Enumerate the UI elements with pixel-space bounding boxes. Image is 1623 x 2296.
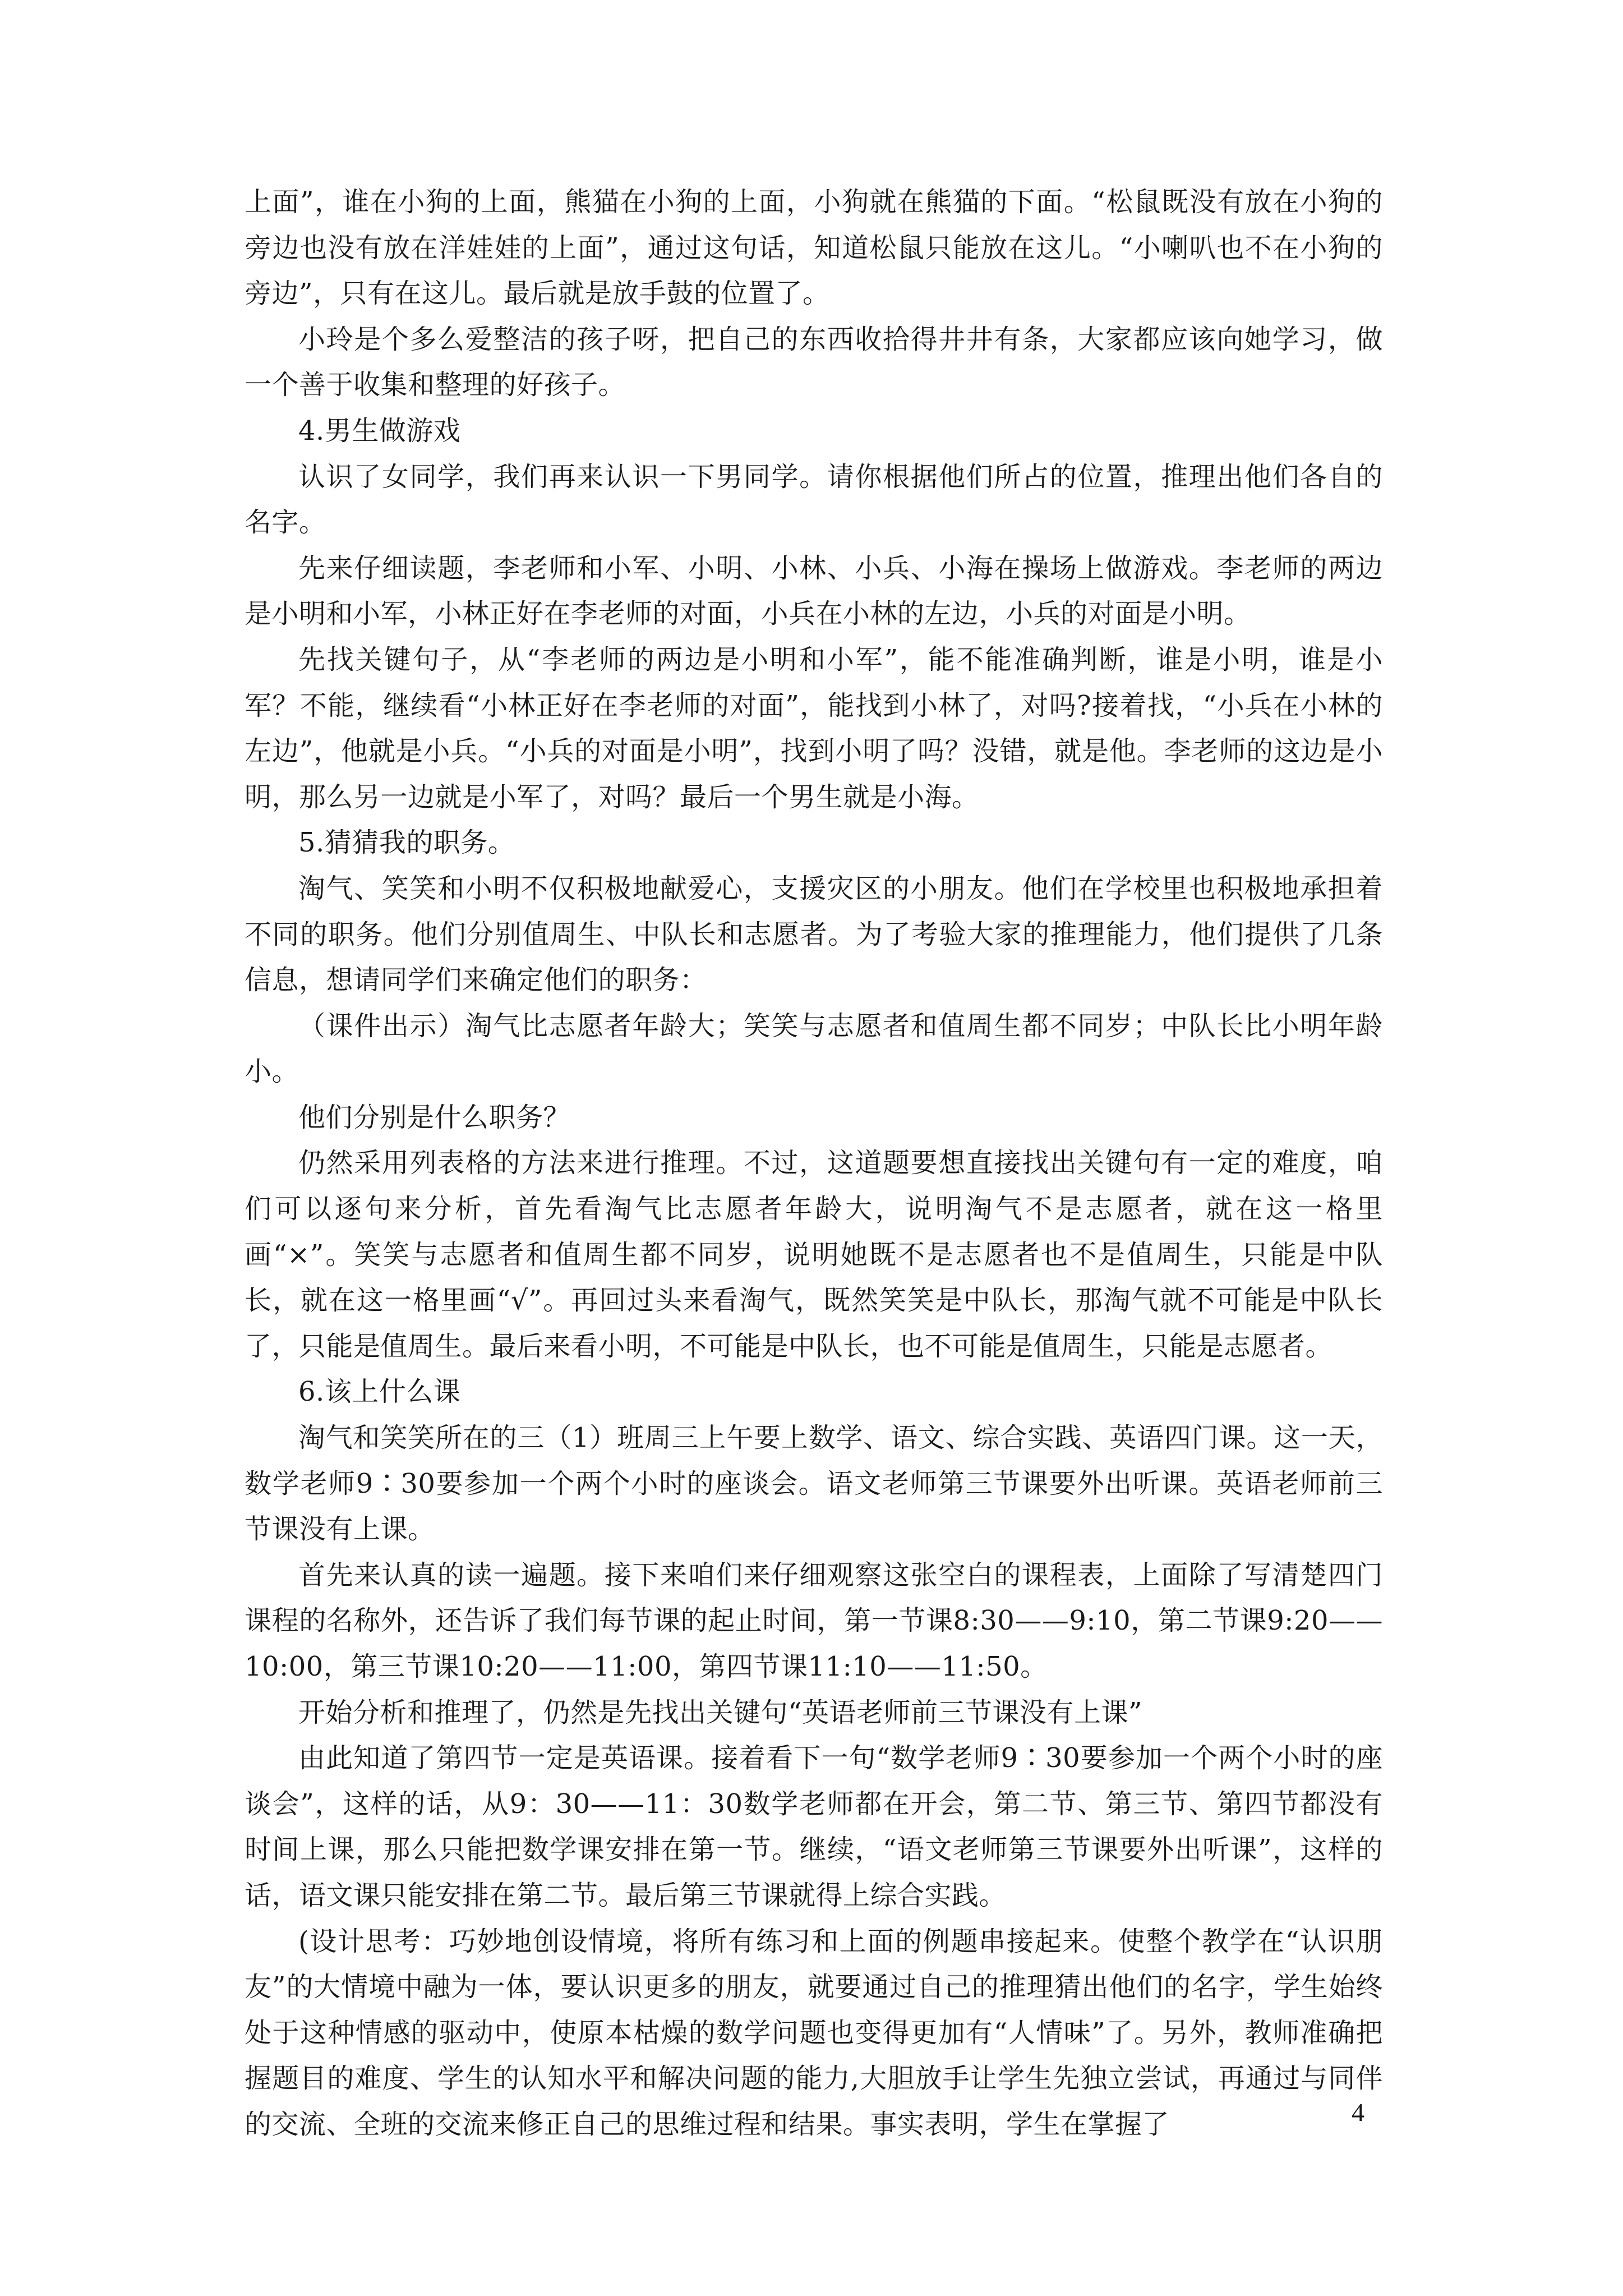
paragraph-roles-clues: （课件出示）淘气比志愿者年龄大；笑笑与志愿者和值周生都不同岁；中队长比小明年龄小。 — [245, 1010, 1383, 1088]
section-heading-guess-role: 5.猜猜我的职务。 — [298, 827, 515, 859]
paragraph-schedule-problem: 淘气和笑笑所在的三（1）班周三上午要上数学、语文、综合实践、英语四门课。这一天，数学老师9∶30要参加一个两个小时的座谈会。语文老师第三节课要外出听课。英语老师前三节课没有上课。 — [245, 1422, 1383, 1545]
paragraph-roles-intro: 淘气、笑笑和小明不仅积极地献爱心，支援灾区的小朋友。他们在学校里也积极地承担着不同的职务。他们分别值周生、中队长和志愿者。为了考验大家的推理能力，他们提供了几条信息，想请同学们来确定他们的职务： — [245, 872, 1383, 996]
paragraph-continuation-toy-positions: 上面”，谁在小狗的上面，熊猫在小狗的上面，小狗就在熊猫的下面。“松鼠既没有放在小狗的旁边也没有放在洋娃娃的上面”，通过这句话，知道松鼠只能放在这儿。“小喇叭也不在小狗的旁边”，只有在这儿。最后就是放手鼓的位置了。 — [245, 186, 1383, 310]
page-number: 4 — [1352, 2098, 1364, 2127]
paragraph-design-thinking: (设计思考：巧妙地创设情境，将所有练习和上面的例题串接起来。使整个教学在“认识朋友”的大情境中融为一体，要认识更多的朋友，就要通过自己的推理猜出他们的名字，学生始终处于这种情感的驱动中，使原本枯燥的数学问题也变得更加有“人情味”了。另外，教师准确把握题目的难度、学生的认知水平和解决问题的能力,大胆放手让学生先独立尝试，再通过与同伴的交流、全班的交流来修正自己的思维过程和结果。事实表明，学生在掌握了 — [245, 1925, 1383, 2140]
section-heading-which-class: 6.该上什么课 — [298, 1376, 461, 1408]
paragraph-boys-intro: 认识了女同学，我们再来认识一下男同学。请你根据他们所占的位置，推理出他们各自的名字。 — [245, 461, 1383, 539]
paragraph-schedule-reasoning: 由此知道了第四节一定是英语课。接着看下一句“数学老师9∶30要参加一个两个小时的座谈会”，这样的话，从9：30——11：30数学老师都在开会，第二节、第三节、第四节都没有时间上课，那么只能把数学课安排在第一节。继续，“语文老师第三节课要外出听课”，这样的话，语文课只能安排在第二节。最后第三节课就得上综合实践。 — [245, 1742, 1383, 1911]
paragraph-schedule-key-sentence: 开始分析和推理了，仍然是先找出关键句“英语老师前三节课没有上课” — [298, 1696, 1143, 1728]
paragraph-roles-question: 他们分别是什么职务？ — [298, 1101, 571, 1133]
page-body — [245, 180, 1383, 2148]
section-heading-boys-game: 4.男生做游戏 — [298, 415, 461, 447]
paragraph-schedule-timetable: 首先来认真的读一遍题。接下来咱们来仔细观察这张空白的课程表，上面除了写清楚四门课程的名称外，还告诉了我们每节课的起止时间，第一节课8:30——9:10，第二节课9:20——10:00，第三节课10:20——11:00，第四节课11:10——11:50。 — [245, 1559, 1383, 1682]
paragraph-roles-reasoning: 仍然采用列表格的方法来进行推理。不过，这道题要想直接找出关键句有一定的难度，咱们可以逐句来分析，首先看淘气比志愿者年龄大，说明淘气不是志愿者，就在这一格里画“×”。笑笑与志愿者和值周生都不同岁，说明她既不是志愿者也不是值周生，只能是中队长，就在这一格里画“√”。再回过头来看淘气，既然笑笑是中队长，那淘气就不可能是中队长了，只能是值周生。最后来看小明，不可能是中队长，也不可能是值周生，只能是志愿者。 — [245, 1147, 1383, 1362]
paragraph-boys-problem: 先来仔细读题，李老师和小军、小明、小林、小兵、小海在操场上做游戏。李老师的两边是小明和小军，小林正好在李老师的对面，小兵在小林的左边，小兵的对面是小明。 — [245, 552, 1383, 630]
paragraph-boys-reasoning: 先找关键句子，从“李老师的两边是小明和小军”，能不能准确判断，谁是小明，谁是小军？不能，继续看“小林正好在李老师的对面”，能找到小林了，对吗?接着找，“小兵在小林的左边”，他就是小兵。“小兵的对面是小明”，找到小明了吗？没错，就是他。李老师的这边是小明，那么另一边就是小军了，对吗？最后一个男生就是小海。 — [245, 643, 1383, 813]
paragraph-xiaoling-tidy: 小玲是个多么爱整洁的孩子呀，把自己的东西收拾得井井有条，大家都应该向她学习，做一个善于收集和整理的好孩子。 — [245, 323, 1383, 401]
